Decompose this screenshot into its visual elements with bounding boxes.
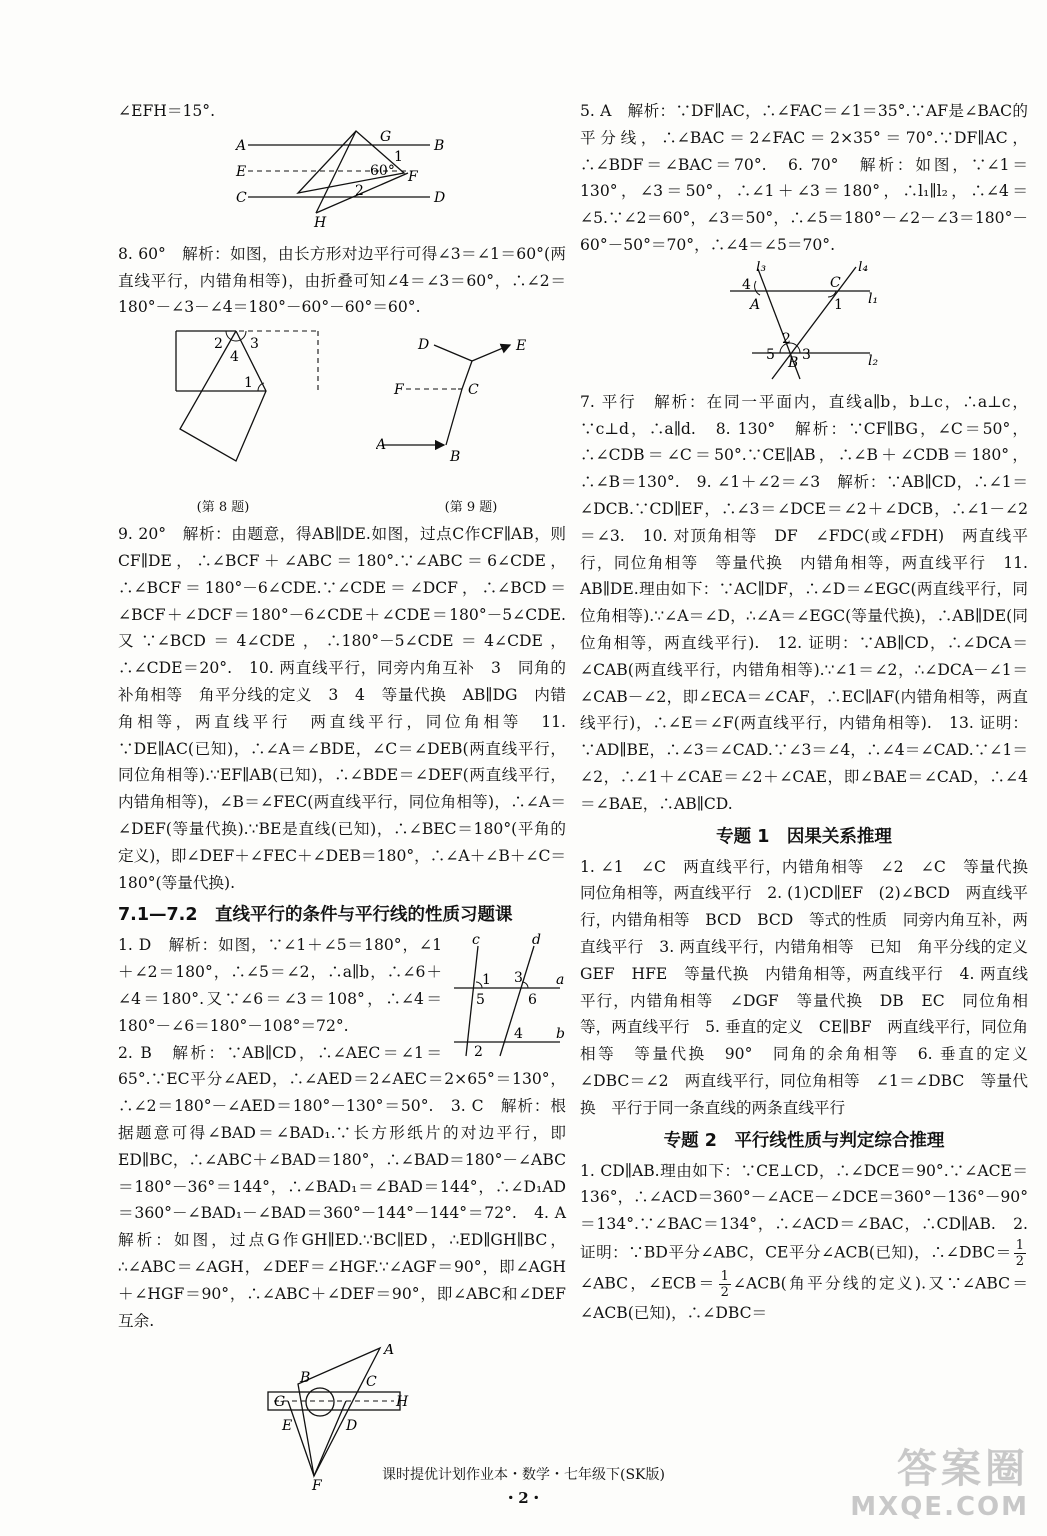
fig-ex4-label-D: D [346, 1418, 358, 1435]
fraction-2-numerator: 1 [720, 1268, 729, 1284]
figure-9 [376, 323, 566, 517]
right-column [580, 98, 1044, 1327]
figure-6-svg [580, 261, 1028, 387]
fig7-label-H: H [314, 214, 327, 231]
fraction-1-denominator: 2 [1015, 1253, 1024, 1269]
fig9-label-A: A [376, 437, 387, 454]
figure-7-svg [118, 127, 566, 239]
answer-7-tail: ∠EFH＝15°. [118, 102, 216, 120]
topic-2-answers [580, 1158, 1028, 1327]
fig6-label-l1: l₁ [868, 290, 879, 307]
fig-ex1-label-2: 2 [474, 1044, 483, 1059]
fig9-label-B: B [450, 449, 461, 466]
fig7-label-angle: 60° [370, 162, 395, 179]
fig7-label-E: E [236, 163, 247, 180]
page-footer: 课时提优计划作业本・数学・七年级下(SK版) [382, 1467, 665, 1483]
exercise-1: 1. D 解析：如图，∵∠1＋∠5＝180°，∠1＋∠2＝180°，∴∠5＝∠2，∴a∥b，∴∠6＋∠4＝180°.又∵∠6＝∠3＝108°，∴∠4＝180°－∠6＝180°－108°＝72°. [118, 936, 442, 1035]
topic-1-answers: 1. ∠1 ∠C 两直线平行，内错角相等 ∠2 ∠C 等量代换 同位角相等，两直线平行 2. (1)CD∥EF (2)∠BCD 两直线平行，内错角相等 BCD BCD 等式的性质 同旁内角互补，两直线平行 3. 两直线平行，内错角相等 已知 角平分线的定义 GEF HFE 等量代换 内错角相等，两直线平行 4. 两直线平行，内错角相等 ∠DGF 等量代换 DB EC 同位角相等，两直线平行 5. 垂直的定义 CE∥BF 两直线平行，同位角相等 等量代换 90° 同角的余角相等 6. 垂直的定义 ∠DBC＝∠2 两直线平行，同位角相等 ∠1＝∠DBC 等量代换 平行于同一条直线的两条直线平行 [580, 857, 1044, 1117]
topic-2-text-c: ∠ACB [732, 1274, 781, 1293]
topic-2-heading: 专题 2 平行线性质与判定综合推理 [663, 1130, 945, 1151]
answer-8: 8. 60° 解析：如图，由长方形对边平行可得∠3＝∠1＝60°(两直线平行，内错角相等)，由折叠可知∠4＝∠3＝60°，∴∠2＝180°－∠3－∠4＝180°－60°－60°＝60°. [118, 244, 566, 317]
answers-9-11: 9. 20° 解析：由题意，得AB∥DE.如图，过点C作CF∥AB，则CF∥DE，∴∠BCF＋∠ABC＝180°.∵∠ABC＝6∠CDE，∴∠BCF＝180°－6∠CDE.∵∠CDE＝∠DCF，∴∠BCD＝∠BCF＋∠DCF＝180°－6∠CDE＋∠CDE＝180°－5∠CDE.又∵∠BCD＝4∠CDE，∴180°－5∠CDE＝4∠CDE，∴∠CDE＝20°. 10. 两直线平行，同旁内角互补 3 同角的补角相等 角平分线的定义 3 4 等量代换 AB∥DG 内错角相等，两直线平行 两直线平行，同位角相等 11. ∵DE∥AC(已知)，∴∠A＝∠BDE，∠C＝∠DEB(两直线平行，同位角相等).∵EF∥AB(已知)，∴∠BDE＝∠DEF(两直线平行，内错角相等)，∠B＝∠FEC(两直线平行，同位角相等)，∴∠A＝∠DEF(等量代换).∵BE是直线(已知)，∴∠BEC＝180°(平角的定义)，即∠DEF＋∠FEC＋∠DEB＝180°，∴∠A＋∠B＋∠C＝180°(等量代换). [118, 525, 567, 892]
fig-ex1-label-c: c [472, 932, 480, 949]
figure-6 [580, 261, 1028, 387]
fig6-label-A: A [750, 296, 761, 313]
fig6-label-l2: l₂ [868, 352, 879, 369]
fig-ex4-label-F: F [312, 1478, 322, 1493]
fig-ex1-label-d: d [532, 932, 541, 949]
fraction-half-2 [719, 1269, 731, 1300]
watermark-title: 答案圈 [897, 1446, 1029, 1492]
fraction-1-numerator: 1 [1015, 1237, 1024, 1253]
fig-ex1-label-a: a [556, 972, 565, 989]
figure-8 [118, 323, 328, 517]
fig-ex4-label-B: B [300, 1370, 311, 1387]
fig7-label-2: 2 [355, 182, 364, 199]
fraction-2-denominator: 2 [720, 1284, 729, 1300]
fraction-half-1 [1014, 1238, 1026, 1269]
figure-9-svg [376, 323, 566, 499]
exercises-2-4: 2. B 解析：∵AB∥CD，∴∠AEC＝∠1＝65°.∵EC平分∠AED，∴∠AED＝2∠AEC＝2×65°＝130°，∴∠2＝180°－∠AED＝180°－130°＝50°. 3. C 解析：根据题意可得∠BAD＝∠BAD₁.∵长方形纸片的对边平行，即ED∥BC，∴∠ABC＋∠BAD＝180°，∴∠BAD＝180°－∠ABC＝180°－36°＝144°，∴∠BAD₁＝∠BAD＝144°，∴∠D₁AD＝360°－∠BAD₁－∠BAD＝360°－144°－144°＝72°. 4. A 解析：如图，过点G作GH∥ED.∵BC∥ED，∴ED∥GH∥BC，∴∠ABC＝∠AGH，∠DEF＝∠HGF.∵∠AGF＝90°，即∠AGH＋∠HGF＝90°，∴∠ABC＋∠DEF＝90°，即∠ABC和∠DEF互余. [118, 1043, 582, 1330]
figure-ex1 [448, 932, 566, 1058]
section-heading-7-1-7-2: 7.1—7.2 直线平行的条件与平行线的性质习题课 [118, 905, 513, 926]
watermark [850, 1446, 1029, 1522]
fig-ex1-label-1: 1 [482, 972, 491, 989]
left-column [118, 98, 582, 1494]
fig-ex1-label-5: 5 [476, 992, 485, 1009]
fig-ex4-label-G: G [274, 1394, 286, 1411]
fig7-label-B: B [434, 137, 445, 154]
fig9-label-F: F [394, 382, 404, 399]
fig9-label-E: E [516, 338, 527, 355]
figure-ex1-svg [448, 932, 566, 1058]
fig-ex4-label-A: A [384, 1344, 395, 1359]
fig9-label-C: C [468, 382, 479, 399]
fig-ex4-label-C: C [366, 1374, 377, 1391]
figure-8-svg [118, 323, 328, 499]
fig-ex1-label-4: 4 [514, 1026, 523, 1043]
fig6-label-l3: l₃ [756, 260, 767, 275]
topic-2-text-b: ∠ABC，∠ECB＝ [580, 1274, 717, 1293]
figures-8-9 [118, 323, 566, 519]
fig-ex4-label-E: E [282, 1418, 293, 1435]
topic-2-text-a: 1. CD∥AB.理由如下：∵CE⊥CD，∴∠DCE＝90°.∵∠ACE＝136°，∴∠ACD＝360°－∠ACE－∠DCE＝360°－136°－90°＝134°.∵∠BAC＝134°，∴∠ACD＝∠BAC，∴CD∥AB. 2. 证明：∵BD平分∠ABC，CE平分∠ACB(已知)，∴∠DBC＝ [580, 1161, 1028, 1262]
fig6-label-3: 3 [802, 346, 811, 363]
fig-ex1-label-b: b [556, 1026, 565, 1043]
fig6-label-4: 4 [742, 276, 751, 293]
fig8-label-4: 4 [230, 349, 239, 366]
fig7-label-1: 1 [394, 148, 403, 165]
page-number: ・2・ [503, 1489, 544, 1507]
fig-ex4-label-H: H [396, 1394, 409, 1411]
figure-8-caption: (第 8 题) [196, 500, 250, 516]
fig7-label-C: C [236, 189, 247, 206]
fig6-label-5: 5 [766, 346, 775, 363]
watermark-url: MXQE.COM [850, 1492, 1029, 1522]
fig7-label-A: A [236, 137, 247, 154]
figure-7 [118, 127, 566, 239]
fig6-label-C: C [830, 274, 841, 291]
topic-2-text-d: (角平分线的定义).又∵∠ABC＝∠ACB(已知)，∴∠DBC＝ [580, 1274, 1028, 1322]
fig-ex1-label-6: 6 [528, 992, 537, 1009]
fig6-label-1: 1 [834, 296, 843, 313]
fig8-label-1: 1 [244, 375, 253, 392]
fig7-label-F: F [408, 168, 418, 185]
fig6-label-B: B [788, 354, 799, 371]
answers-7-13: 7. 平行 解析：在同一平面内，直线a∥b，b⊥c，∴a⊥c，∵c⊥d，∴a∥d. 8. 130° 解析：∵CF∥BG，∠C＝50°，∴∠CDB＝∠C＝50°.∵CE∥AB，∴∠B＋∠CDB＝180°，∴∠B＝130°. 9. ∠1＋∠2＝∠3 解析：∵AB∥CD，∴∠1＝∠DCB.∵CD∥EF，∴∠3＝∠DCE＝∠2＋∠DCB，∴∠1－∠2＝∠3. 10. 对顶角相等 DF ∠FDC(或∠FDH) 两直线平行，同位角相等 等量代换 内错角相等，两直线平行 11. AB∥DE.理由如下：∵AC∥DF，∴∠D＝∠EGC(两直线平行，同位角相等).∵∠A＝∠D，∴∠A＝∠EGC(等量代换)，∴AB∥DE(同位角相等，两直线平行). 12. 证明：∵AB∥CD，∴∠DCA＝∠CAB(两直线平行，内错角相等).∵∠1＝∠2，∴∠DCA－∠1＝∠CAB－∠2，即∠ECA＝∠CAF，∴EC∥AF(内错角相等，两直线平行)，∴∠E＝∠F(两直线平行，内错角相等). 13. 证明：∵AD∥BE，∴∠3＝∠CAD.∵∠3＝∠4，∴∠4＝∠CAD.∵∠1＝∠2，∴∠1＋∠CAE＝∠2＋∠CAE，即∠BAE＝∠CAD，∴∠4＝∠BAE，∴AB∥CD. [580, 392, 1028, 813]
answers-5-6: 5. A 解析：∵DF∥AC，∴∠FAC＝∠1＝35°.∵AF是∠BAC的平分线，∴∠BAC＝2∠FAC＝2×35°＝70°.∵DF∥AC，∴∠BDF＝∠BAC＝70°. 6. 70° 解析：如图，∵∠1＝130°，∠3＝50°，∴∠1＋∠3＝180°，∴l₁∥l₂，∴∠4＝∠5.∵∠2＝60°，∠3＝50°，∴∠5＝180°－∠2－∠3＝180°－60°－50°＝70°，∴∠4＝∠5＝70°. [580, 102, 1028, 254]
fig9-label-D: D [418, 337, 430, 354]
fig-ex1-label-3: 3 [514, 970, 523, 987]
fig8-label-3: 3 [250, 336, 259, 353]
fig7-label-G: G [380, 128, 392, 145]
fig6-label-2: 2 [782, 330, 791, 347]
fig7-label-D: D [434, 189, 446, 206]
topic-1-heading: 专题 1 因果关系推理 [716, 826, 892, 847]
fig6-label-l4: l₄ [858, 260, 869, 275]
figure-9-caption: (第 9 题) [444, 500, 498, 516]
fig8-label-2: 2 [214, 336, 223, 353]
